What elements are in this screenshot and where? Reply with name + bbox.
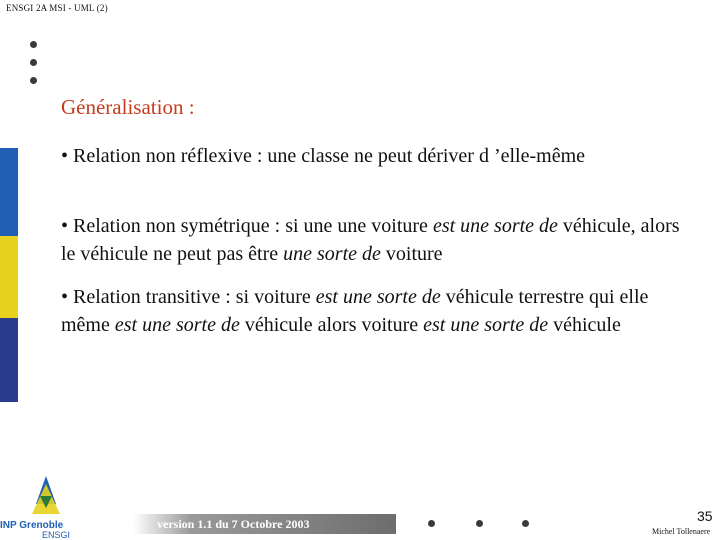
bullet-text: • Relation transitive : si voiture	[61, 286, 316, 308]
logo-text-top: INP Grenoble	[0, 520, 64, 531]
decorative-dot	[476, 520, 483, 527]
decorative-dot	[522, 520, 529, 527]
bullet-text: • Relation non réflexive : une classe ne peut dériver d ’elle-même	[61, 145, 586, 167]
bullet-item	[61, 212, 681, 268]
sidebar-blue-segment	[0, 148, 18, 236]
decorative-dot	[428, 520, 435, 527]
sidebar-navy-segment	[0, 318, 18, 402]
bullet-text: véhicule terrestre qui elle même	[61, 286, 649, 336]
decorative-dot	[30, 77, 37, 84]
bullet-text: voiture	[380, 243, 443, 265]
header-title: ENSGI 2A MSI - UML (2)	[6, 3, 108, 13]
version-label: version 1.1 du 7 Octobre 2003	[157, 517, 310, 531]
bullet-text: • Relation non symétrique : si une une voiture	[61, 215, 433, 237]
bullet-item	[61, 142, 681, 170]
inp-grenoble-logo	[0, 474, 90, 540]
bullet-emphasis: est une sorte de	[315, 286, 441, 308]
bullet-emphasis: est une sorte de	[114, 314, 240, 336]
bullet-emphasis: une sorte de	[283, 243, 381, 265]
bullet-emphasis: est une sorte de	[423, 314, 549, 336]
bullet-emphasis: est une sorte de	[432, 215, 558, 237]
decorative-dot	[30, 41, 37, 48]
bullet-item	[61, 283, 681, 339]
slide-title: Généralisation :	[61, 95, 195, 119]
bullet-text: véhicule, alors le véhicule ne peut pas être	[61, 215, 680, 265]
bullet-text: véhicule	[548, 314, 621, 336]
sidebar-yellow-segment	[0, 236, 18, 318]
logo-text-bottom: ENSGI	[42, 530, 71, 540]
author-name: Michel Tollenaere	[652, 527, 711, 536]
page-number: 35	[697, 508, 713, 524]
decorative-dot	[30, 59, 37, 66]
bullet-text: véhicule alors voiture	[239, 314, 424, 336]
